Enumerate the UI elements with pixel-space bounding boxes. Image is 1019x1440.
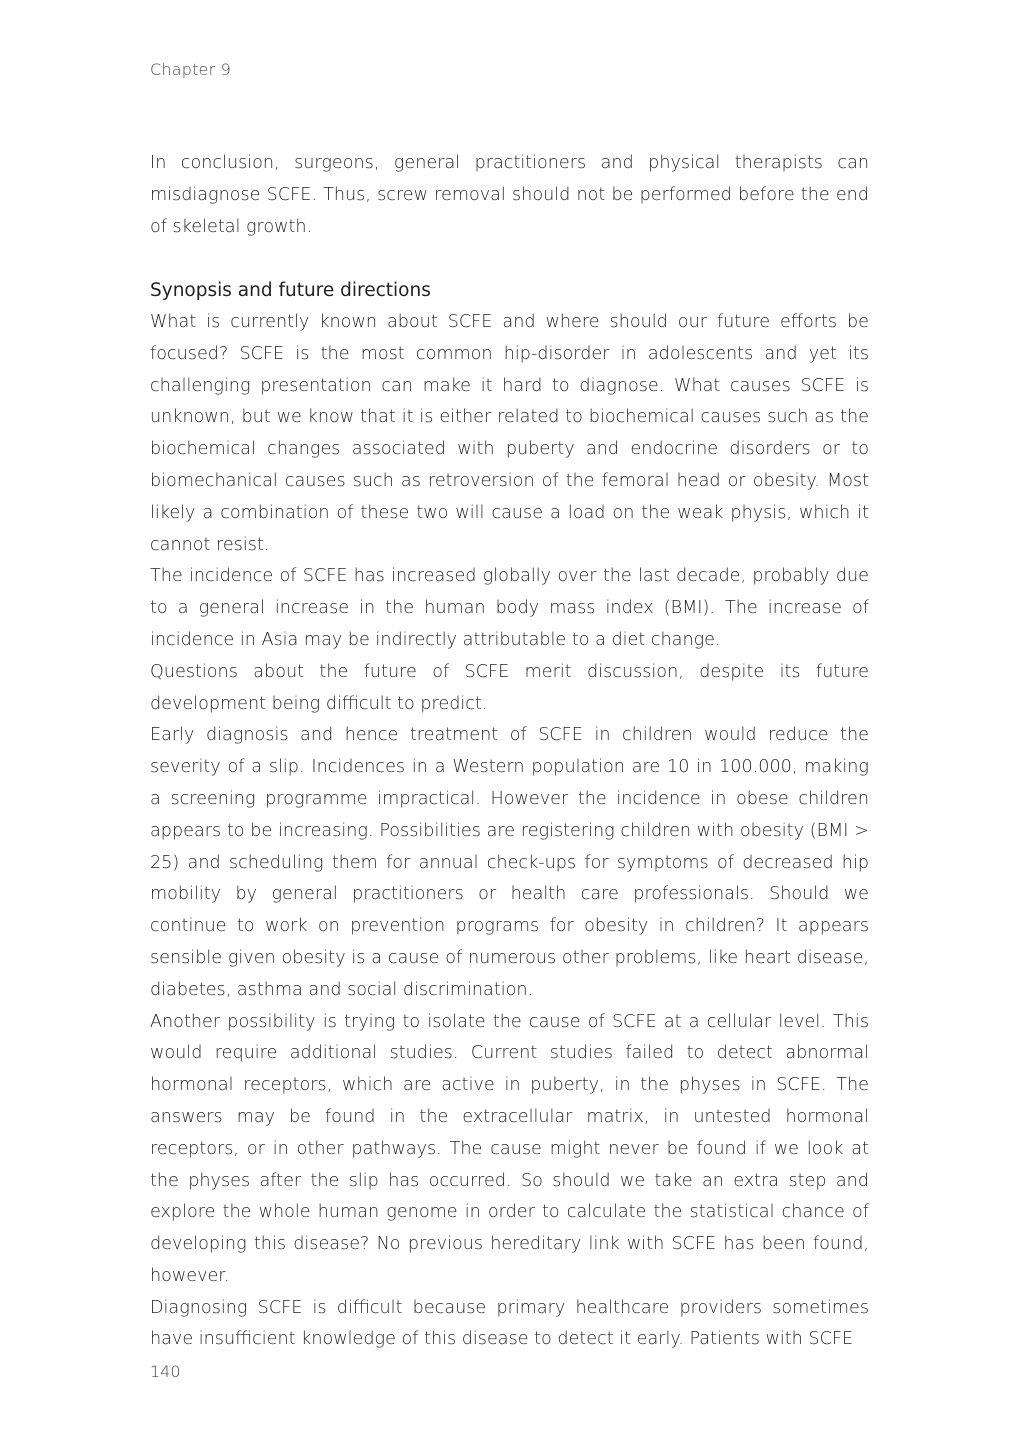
body-paragraph: Diagnosing SCFE is difficult because primary healthcare providers sometimes have insufficient knowledge of this disease to detect it early. Patients with SCFE <box>150 1297 869 1350</box>
body-paragraph: Another possibility is trying to isolate the cause of SCFE at a cellular level. This would require additional studies. Current studies failed to detect abnormal hormonal receptors, which are active in puberty, in the physes in SCFE. The answers may be found in the extracellular matrix, in untested hormonal receptors, or in other pathways. The cause might never be found if we look at the physes after the slip has occurred. So should we take an extra step and explore the whole human genome in order to calculate the statistical chance of developing this disease? No previous hereditary link with SCFE has been found, however. <box>150 1011 869 1286</box>
body-paragraph: The incidence of SCFE has increased globally over the last decade, probably due to a general increase in the human body mass index (BMI). The increase of incidence in Asia may be indirectly attributable to a diet change. <box>150 566 869 650</box>
intro-paragraph: In conclusion, surgeons, general practitioners and physical therapists can misdiagnose SCFE. Thus, screw removal should not be performed before the end of skeletal growth. <box>150 153 869 237</box>
page-number: 140 <box>150 1362 181 1381</box>
body-paragraph: Questions about the future of SCFE merit discussion, despite its future development being difficult to predict. <box>150 661 869 714</box>
body-paragraph: What is currently known about SCFE and where should our future efforts be focused? SCFE is the most common hip-disorder in adolescents and yet its challenging presentation can make it hard to diagnose. What causes SCFE is unknown, but we know that it is either related to biochemical causes such as the biochemical changes associated with puberty and endocrine disorders or to biomechanical causes such as retroversion of the femoral head or obesity. Most likely a combination of these two will cause a load on the weak physis, which it cannot resist. <box>150 311 869 555</box>
page-body <box>150 148 869 1356</box>
running-header: Chapter 9 <box>150 60 232 79</box>
section-heading: Synopsis and future directions <box>150 280 431 302</box>
body-paragraph: Early diagnosis and hence treatment of SCFE in children would reduce the severity of a slip. Incidences in a Western population are 10 in 100.000, making a screening programme impractical. However the incidence in obese children appears to be increasing. Possibilities are registering children with obesity (BMI > 25) and scheduling them for annual check-ups for symptoms of decreased hip mobility by general practitioners or health care professionals. Should we continue to work on prevention programs for obesity in children? It appears sensible given obesity is a cause of numerous other problems, like heart disease, diabetes, asthma and social discrimination. <box>150 725 869 1000</box>
